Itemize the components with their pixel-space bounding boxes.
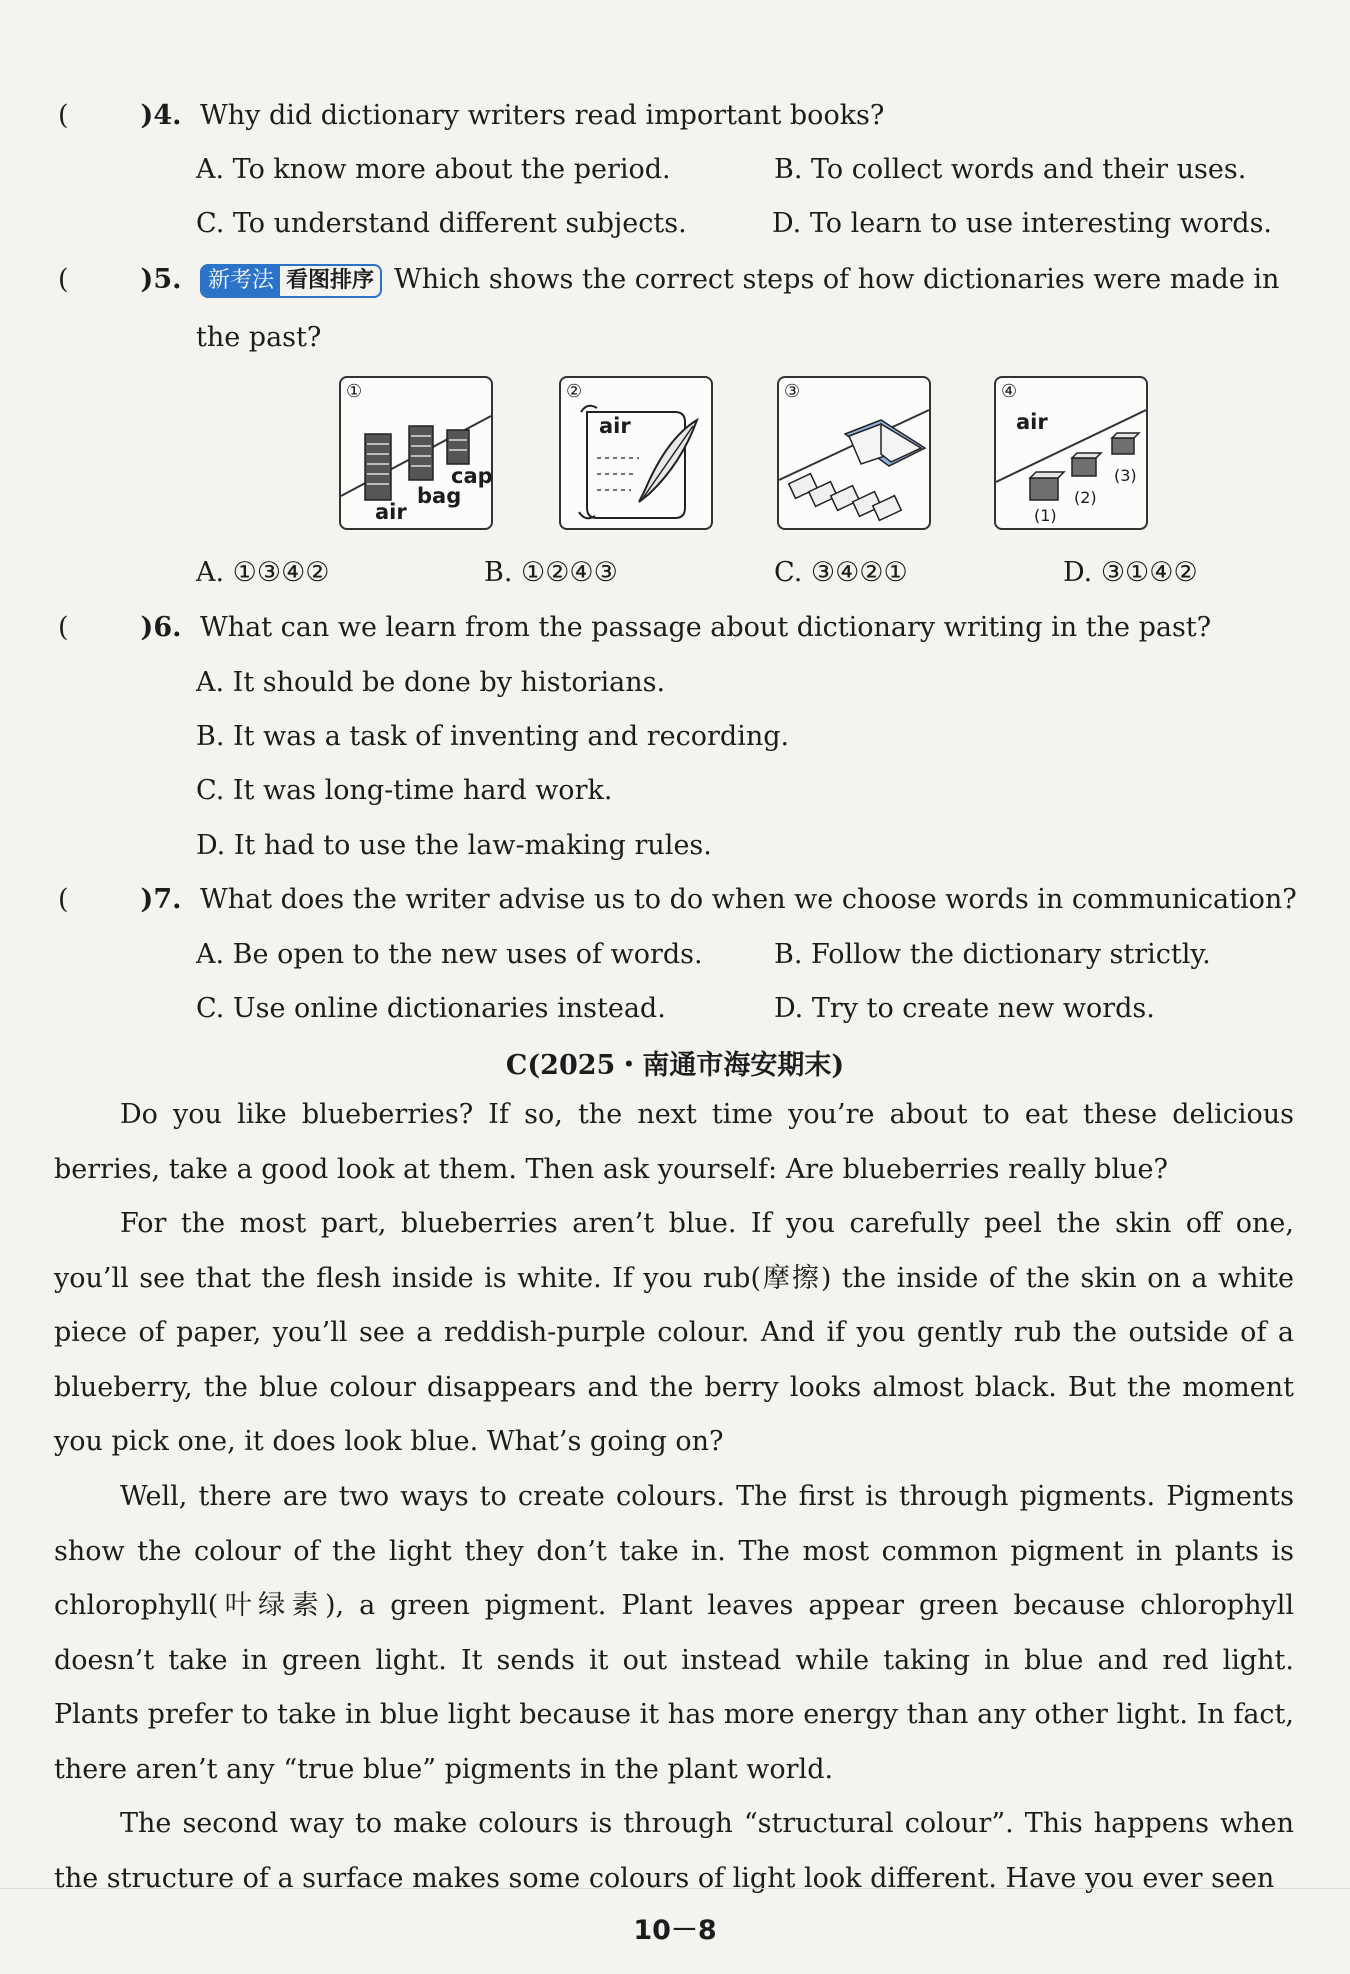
open-book-cards-icon (779, 378, 929, 528)
question-number: )6. (140, 612, 182, 643)
question-text: What does the writer advise us to do when we choose words in communication? (200, 884, 1297, 915)
passage-paragraph-3 (54, 1470, 1294, 1797)
picture-3-book-cards (777, 376, 931, 530)
q7-option-d: D. Try to create new words. (774, 993, 1155, 1024)
q7-option-b: B. Follow the dictionary strictly. (774, 939, 1211, 970)
passage-paragraph-4 (54, 1797, 1294, 1906)
card-stacks-icon (341, 378, 491, 528)
paragraph-text: For the most part, blueberries aren’t blue. If you carefully peel the skin off one, you’ll see that the flesh inside is white. If you rub(摩擦) the inside of the skin on a white piece of paper, you’ll see a reddish-purple colour. And if you gently rub the outside of a blueberry, the blue colour disappears and the berry looks almost black. But the moment you pick one, it does look blue. What’s going on? (54, 1208, 1294, 1457)
q4-option-b: B. To collect words and their uses. (774, 154, 1247, 185)
picture-word: air (375, 500, 407, 524)
paragraph-text: Do you like blueberries? If so, the next time you’re about to eat these delicious berries, take a good look at them. Then ask yourself: Are blueberries really blue? (54, 1099, 1294, 1185)
q6-option-b: B. It was a task of inventing and recording. (196, 721, 790, 752)
picture-1-word-cards (339, 376, 493, 530)
question-5 (58, 262, 1279, 298)
question-4 (58, 98, 884, 134)
paragraph-text: The second way to make colours is through “structural colour”. This happens when the structure of a surface makes some colours of light look different. Have you ever seen (54, 1808, 1294, 1894)
picture-mark: ④ (1001, 381, 1018, 402)
question-number: )5. (140, 264, 182, 295)
q4-option-c: C. To understand different subjects. (196, 208, 687, 239)
answer-paren: ( (58, 612, 69, 643)
picture-2-scroll-quill (559, 376, 713, 530)
picture-mark: ③ (784, 381, 801, 402)
question-number: )4. (140, 100, 182, 131)
page-number: 10－8 (633, 1915, 717, 1946)
footer-divider (0, 1888, 1350, 1889)
answer-paren: ( (58, 100, 69, 131)
answer-paren: ( (58, 884, 69, 915)
tag-new-method: 新考法 (202, 266, 280, 296)
q6-option-a: A. It should be done by historians. (196, 667, 666, 698)
passage-paragraph-1 (54, 1088, 1294, 1197)
question-text: What can we learn from the passage about dictionary writing in the past? (200, 612, 1212, 643)
passage-paragraph-2 (54, 1197, 1294, 1470)
q5-option-c: C. ③④②① (774, 557, 908, 588)
q5-option-d: D. ③①④② (1063, 557, 1198, 588)
tag-picture-order: 看图排序 (286, 267, 375, 293)
question-7 (58, 882, 1297, 918)
picture-mark: ① (346, 381, 363, 402)
q7-option-a: A. Be open to the new uses of words. (196, 939, 703, 970)
q5-option-b: B. ①②④③ (484, 557, 618, 588)
picture-mark: ② (566, 381, 583, 402)
paragraph-text: Well, there are two ways to create colours. The first is through pigments. Pigments show the colour of the light they don’t take in. The most common pigment in plants is chlorophyll(叶绿素), a green pigment. Plant leaves appear green because chlorophyll doesn’t take in green light. It sends it out instead while taking in blue and red light. Plants prefer to take in blue light because it has more energy than any other light. In fact, there aren’t any “true blue” pigments in the plant world. (54, 1481, 1294, 1785)
question-6 (58, 610, 1211, 646)
q4-option-a: A. To know more about the period. (196, 154, 671, 185)
question-text-continued: the past? (196, 322, 322, 353)
picture-4-sorted-boxes (994, 376, 1148, 530)
scroll-quill-icon (561, 378, 711, 528)
picture-label: (2) (1074, 488, 1097, 507)
picture-word: air (1016, 410, 1048, 434)
answer-paren: ( (58, 264, 69, 295)
question-text: Why did dictionary writers read important books? (200, 100, 885, 131)
box-steps-icon (996, 378, 1146, 528)
q5-option-a: A. ①③④② (196, 557, 330, 588)
q6-option-d: D. It had to use the law-making rules. (196, 830, 712, 861)
picture-label: (1) (1034, 506, 1057, 525)
q7-option-c: C. Use online dictionaries instead. (196, 993, 666, 1024)
new-method-tag (200, 264, 382, 298)
q6-option-c: C. It was long-time hard work. (196, 775, 613, 806)
section-heading: C(2025・南通市海安期末) (505, 1050, 845, 1081)
question-number: )7. (140, 884, 182, 915)
q4-option-d: D. To learn to use interesting words. (772, 208, 1273, 239)
question-text: Which shows the correct steps of how dictionaries were made in (394, 264, 1280, 295)
picture-word: air (599, 414, 631, 438)
picture-word: bag (417, 484, 462, 508)
picture-word: cap (451, 464, 493, 488)
picture-label: (3) (1114, 466, 1137, 485)
